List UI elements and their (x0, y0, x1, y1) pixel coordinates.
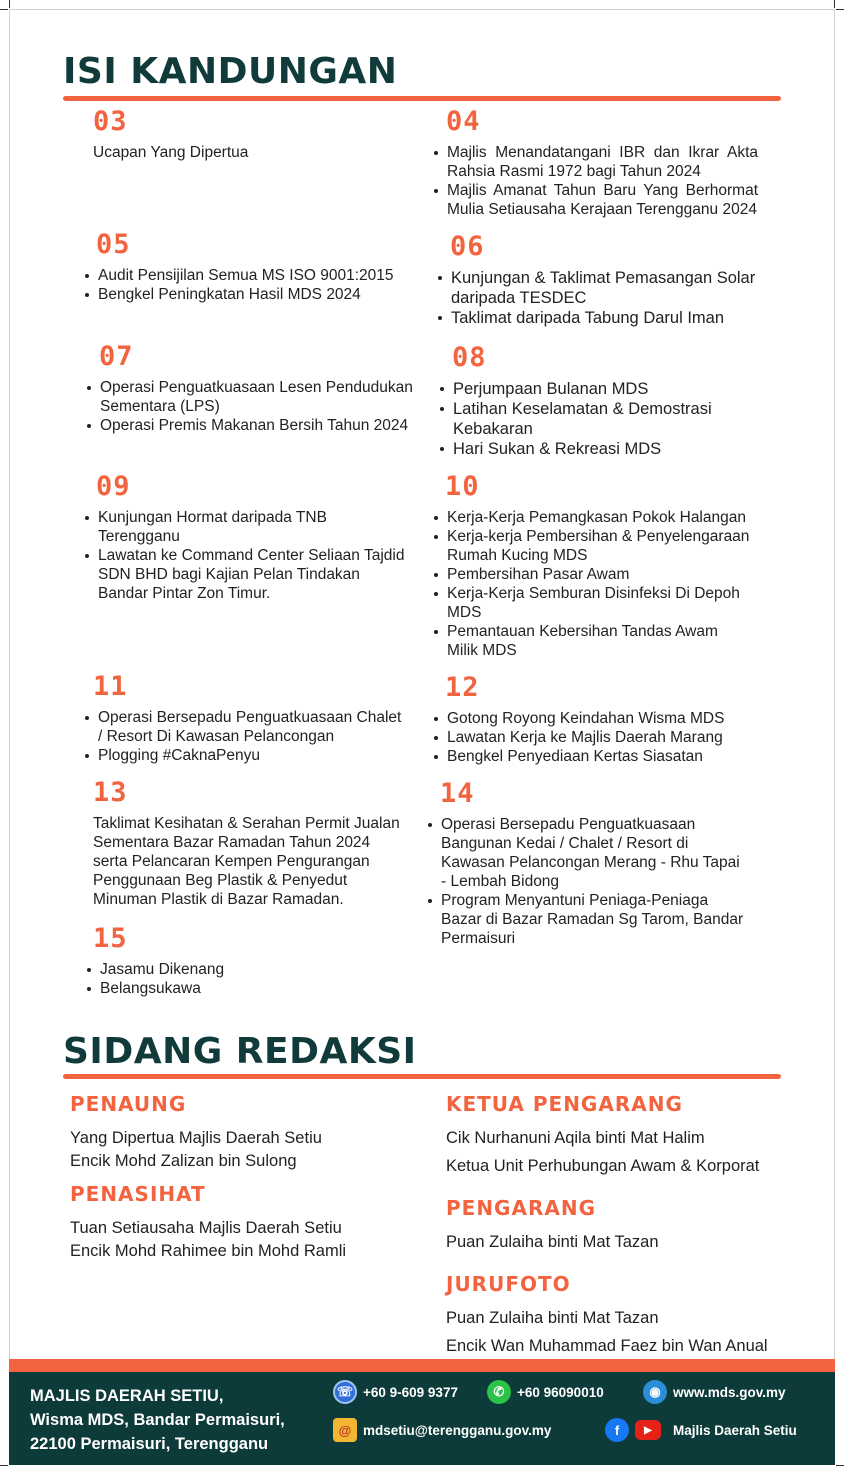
facebook-icon[interactable]: f (605, 1418, 629, 1442)
page-number: 09 (96, 471, 131, 502)
phone-contact[interactable] (333, 1380, 458, 1404)
website-url: www.mds.gov.my (673, 1384, 786, 1400)
toc-item: Operasi Bersepadu Penguatkuasaan Chalet / Resort Di Kawasan Pelancongan (84, 708, 409, 746)
toc-item: Pembersihan Pasar Awam (433, 565, 753, 584)
toc-entry-15 (86, 924, 386, 998)
address-line: 22100 Permaisuri, Terengganu (30, 1435, 269, 1453)
redaksi-penasihat (70, 1183, 400, 1263)
toc-item: Kerja-Kerja Pemangkasan Pokok Halangan (433, 508, 753, 527)
redaksi-divider (63, 1074, 781, 1079)
toc-item: Plogging #CaknaPenyu (84, 746, 409, 765)
social-links[interactable] (605, 1418, 797, 1442)
toc-item: Audit Pensijilan Semua MS ISO 9001:2015 (84, 266, 409, 285)
toc-item: Bengkel Penyediaan Kertas Siasatan (433, 747, 743, 766)
toc-entry-05 (84, 230, 409, 304)
toc-text: Ucapan Yang Dipertua (93, 144, 249, 161)
toc-entry-06 (437, 232, 757, 328)
redaksi-title: SIDANG REDAKSI (63, 1031, 417, 1072)
person-line: Yang Dipertua Majlis Daerah Setiu (70, 1129, 322, 1147)
role-title: PENAUNG (70, 1092, 187, 1116)
redaksi-jurufoto (446, 1273, 786, 1358)
person-line: Cik Nurhanuni Aqila binti Mat Halim (446, 1129, 705, 1147)
email-address: mdsetiu@terengganu.gov.my (363, 1422, 552, 1438)
role-title: KETUA PENGARANG (446, 1092, 683, 1116)
toc-item: Operasi Premis Makanan Bersih Tahun 2024 (86, 416, 416, 435)
redaksi-ketua-pengarang (446, 1093, 786, 1178)
page-number: 15 (93, 923, 128, 954)
toc-divider (63, 96, 781, 101)
whatsapp-contact[interactable] (487, 1380, 604, 1404)
toc-item: Taklimat daripada Tabung Darul Iman (437, 308, 757, 328)
redaksi-pengarang (446, 1197, 786, 1254)
website-link[interactable] (643, 1380, 786, 1404)
globe-icon: ◉ (643, 1380, 667, 1404)
page-number: 05 (96, 229, 131, 260)
toc-title: ISI KANDUNGAN (63, 51, 398, 92)
page-number: 03 (93, 106, 128, 137)
person-line: Tuan Setiausaha Majlis Daerah Setiu (70, 1219, 342, 1237)
toc-item: Kerja-kerja Pembersihan & Penyelengaraan Rumah Kucing MDS (433, 527, 753, 565)
page-number: 14 (440, 778, 475, 809)
toc-item: Lawatan Kerja ke Majlis Daerah Marang (433, 728, 743, 747)
address-line: MAJLIS DAERAH SETIU, (30, 1387, 224, 1405)
role-title: PENGARANG (446, 1196, 596, 1220)
toc-item: Operasi Bersepadu Penguatkuasaan Bangunan Kedai / Chalet / Resort di Kawasan Pelancongan Merang - Rhu Tapai - Lembah Bidong (427, 815, 749, 891)
person-line: Encik Wan Muhammad Faez bin Wan Anual (446, 1337, 768, 1355)
toc-item: Lawatan ke Command Center Seliaan Tajdid SDN BHD bagi Kajian Pelan Tindakan Bandar Pintar Zon Timur. (84, 546, 409, 603)
page-number: 10 (445, 471, 480, 502)
page-number: 08 (452, 342, 487, 373)
toc-entry-11 (84, 672, 409, 765)
toc-entry-07 (86, 342, 416, 435)
toc-item: Operasi Penguatkuasaan Lesen Pendudukan Sementara (LPS) (86, 378, 416, 416)
toc-entry-13 (93, 778, 403, 909)
toc-item: Gotong Royong Keindahan Wisma MDS (433, 709, 743, 728)
toc-item: Majlis Menandatangani IBR dan Ikrar Akta Rahsia Rasmi 1972 bagi Tahun 2024 (433, 143, 758, 181)
toc-item: Kunjungan & Taklimat Pemasangan Solar daripada TESDEC (437, 268, 757, 308)
role-title: JURUFOTO (446, 1272, 571, 1296)
phone-icon: ☏ (333, 1380, 357, 1404)
toc-item: Latihan Keselamatan & Demostrasi Kebakaran (439, 399, 739, 439)
phone-number: +60 9-609 9377 (363, 1384, 458, 1400)
toc-item: Kerja-Kerja Semburan Disinfeksi Di Depoh MDS (433, 584, 753, 622)
whatsapp-number: +60 96090010 (517, 1384, 604, 1400)
youtube-icon[interactable]: ▶ (635, 1420, 661, 1440)
redaksi-penaung (70, 1093, 400, 1173)
address-line: Wisma MDS, Bandar Permaisuri, (30, 1411, 285, 1429)
page-number: 12 (445, 672, 480, 703)
person-line: Encik Mohd Rahimee bin Mohd Ramli (70, 1242, 347, 1260)
mail-icon: @ (333, 1418, 357, 1442)
toc-item: Hari Sukan & Rekreasi MDS (439, 439, 739, 459)
toc-item: Perjumpaan Bulanan MDS (439, 379, 739, 399)
page-number: 11 (93, 671, 128, 702)
toc-item: Majlis Amanat Tahun Baru Yang Berhormat Mulia Setiausaha Kerajaan Terengganu 2024 (433, 181, 758, 219)
toc-entry-03 (93, 107, 393, 162)
toc-entry-08 (439, 343, 739, 459)
toc-entry-10 (433, 472, 753, 660)
toc-entry-04 (433, 107, 758, 219)
footer (9, 1359, 835, 1465)
toc-entry-09 (84, 472, 409, 603)
toc-item: Bengkel Peningkatan Hasil MDS 2024 (84, 285, 409, 304)
toc-item: Kunjungan Hormat daripada TNB Terengganu (84, 508, 409, 546)
person-line: Ketua Unit Perhubungan Awam & Korporat (446, 1157, 760, 1175)
social-name: Majlis Daerah Setiu (673, 1422, 797, 1438)
toc-item: Belangsukawa (86, 979, 386, 998)
toc-item: Pemantauan Kebersihan Tandas Awam Milik MDS (433, 622, 753, 660)
page-number: 06 (450, 231, 485, 262)
footer-accent-band (9, 1359, 835, 1372)
person-line: Puan Zulaiha binti Mat Tazan (446, 1309, 659, 1327)
person-line: Puan Zulaiha binti Mat Tazan (446, 1233, 659, 1251)
person-line: Encik Mohd Zalizan bin Sulong (70, 1152, 297, 1170)
toc-item: Jasamu Dikenang (86, 960, 386, 979)
role-title: PENASIHAT (70, 1182, 206, 1206)
page-number: 04 (446, 106, 481, 137)
toc-entry-14 (427, 779, 749, 948)
toc-item: Program Menyantuni Peniaga-Peniaga Bazar di Bazar Ramadan Sg Tarom, Bandar Permaisuri (427, 891, 749, 948)
page-number: 07 (99, 341, 134, 372)
email-contact[interactable] (333, 1418, 551, 1442)
toc-text: Taklimat Kesihatan & Serahan Permit Jualan Sementara Bazar Ramadan Tahun 2024 serta Pelancaran Kempen Pengurangan Penggunaan Beg Plastik & Penyedut Minuman Plastik di Bazar Ramadan. (93, 815, 400, 908)
footer-address (30, 1384, 285, 1456)
page-number: 13 (93, 777, 128, 808)
toc-entry-12 (433, 673, 743, 766)
whatsapp-icon: ✆ (487, 1380, 511, 1404)
